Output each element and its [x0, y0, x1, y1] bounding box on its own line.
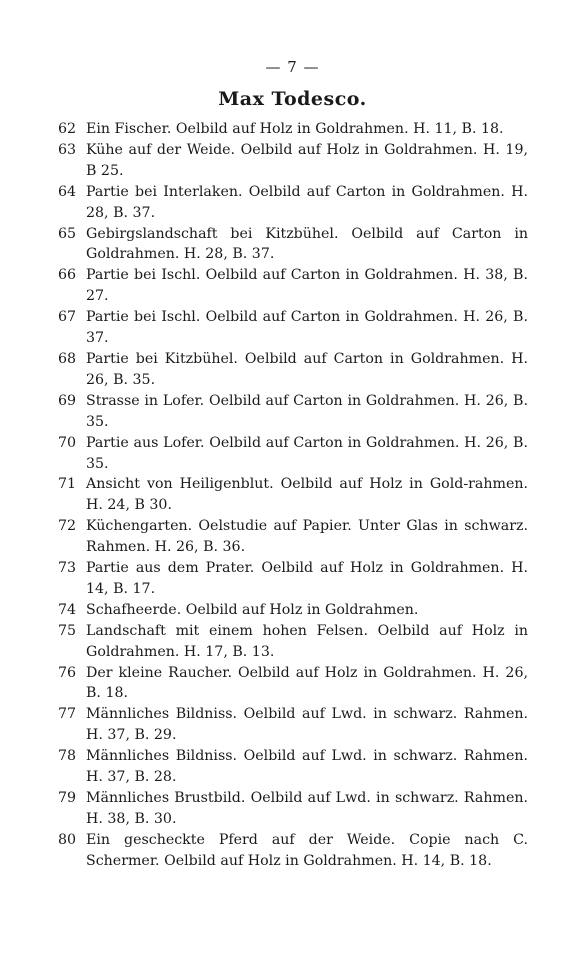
entry-number: 72 [58, 518, 77, 535]
entry-description: Partie bei Ischl. Oelbild auf Carton in Goldrahmen. H. 26, B. 37. [86, 309, 528, 347]
catalog-entry [58, 140, 528, 182]
entry-number: 68 [58, 350, 77, 367]
catalog-entry [58, 265, 528, 307]
catalog-entry [58, 119, 528, 140]
entry-description: Ein gescheckte Pferd auf der Weide. Copie nach C. Schermer. Oelbild auf Holz in Goldrahmen. H. 14, B. 18. [86, 831, 528, 869]
entry-number: 69 [58, 392, 77, 409]
entry-description: Kühe auf der Weide. Oelbild auf Holz in Goldrahmen. H. 19, B 25. [86, 141, 528, 179]
catalog-entry [58, 516, 528, 558]
entry-number: 79 [58, 790, 77, 806]
artist-heading: Max Todesco. [218, 88, 367, 110]
entry-description: Ansicht von Heiligenblut. Oelbild auf Holz in Gold-rahmen. H. 24, B 30. [86, 476, 528, 514]
entry-description: Partie bei Interlaken. Oelbild auf Carton in Goldrahmen. H. 28, B. 37. [86, 183, 528, 221]
entry-description: Gebirgslandschaft bei Kitzbühel. Oelbild auf Carton in Goldrahmen. H. 28, B. 37. [86, 225, 528, 263]
entry-description: Männliches Bildniss. Oelbild auf Lwd. in schwarz. Rahmen. H. 37, B. 29. [86, 706, 528, 744]
catalog-entry [58, 307, 528, 349]
entry-description: Strasse in Lofer. Oelbild auf Carton in Goldrahmen. H. 26, B. 35. [86, 392, 528, 430]
catalog-entry [58, 830, 528, 872]
entry-description: Männliches Brustbild. Oelbild auf Lwd. in schwarz. Rahmen. H. 38, B. 30. [86, 790, 528, 827]
entry-description: Landschaft mit einem hohen Felsen. Oelbild auf Holz in Goldrahmen. H. 17, B. 13. [86, 622, 528, 660]
entry-number: 77 [58, 706, 77, 723]
catalog-entry [58, 600, 528, 621]
entry-number: 74 [58, 601, 77, 618]
catalog-entry [58, 224, 528, 266]
catalog-entry [58, 663, 528, 705]
entry-number: 78 [58, 748, 77, 765]
catalog-entry [58, 182, 528, 224]
catalog-entry [58, 558, 528, 600]
entry-number: 71 [58, 476, 77, 493]
catalog-entry [58, 391, 528, 433]
catalog-entry [58, 474, 528, 516]
entry-description: Partie bei Kitzbühel. Oelbild auf Carton in Goldrahmen. H. 26, B. 35. [86, 350, 528, 388]
entry-description: Ein Fischer. Oelbild auf Holz in Goldrahmen. H. 11, B. 18. [86, 121, 504, 137]
entry-number: 67 [58, 309, 77, 326]
entry-description: Partie bei Ischl. Oelbild auf Carton in Goldrahmen. H. 38, B. 27. [86, 267, 528, 305]
entry-number: 76 [58, 664, 77, 681]
catalog-entry [58, 433, 528, 475]
catalog-entries [58, 119, 528, 872]
catalog-entry [58, 621, 528, 663]
entry-number: 64 [58, 183, 77, 200]
entry-description: Der kleine Raucher. Oelbild auf Holz in Goldrahmen. H. 26, B. 18. [86, 664, 528, 702]
entry-number: 63 [58, 141, 77, 158]
entry-description: Partie aus dem Prater. Oelbild auf Holz in Goldrahmen. H. 14, B. 17. [86, 560, 528, 597]
entry-number: 80 [58, 831, 77, 848]
entry-number: 66 [58, 267, 77, 284]
catalog-entry [58, 704, 528, 746]
entry-number: 73 [58, 560, 77, 577]
entry-description: Männliches Bildniss. Oelbild auf Lwd. in schwarz. Rahmen. H. 37, B. 28. [86, 748, 528, 786]
catalog-entry [58, 788, 528, 830]
page-number: — 7 — [265, 58, 320, 76]
entry-number: 65 [58, 225, 77, 242]
catalog-entry [58, 746, 528, 788]
entry-number: 62 [58, 121, 77, 137]
entry-description: Partie aus Lofer. Oelbild auf Carton in Goldrahmen. H. 26, B. 35. [86, 434, 528, 472]
entry-number: 75 [58, 622, 77, 639]
catalog-entry [58, 349, 528, 391]
entry-number: 70 [58, 434, 77, 451]
entry-description: Schafheerde. Oelbild auf Holz in Goldrahmen. [86, 601, 419, 618]
entry-description: Küchengarten. Oelstudie auf Papier. Unter Glas in schwarz. Rahmen. H. 26, B. 36. [86, 518, 528, 556]
